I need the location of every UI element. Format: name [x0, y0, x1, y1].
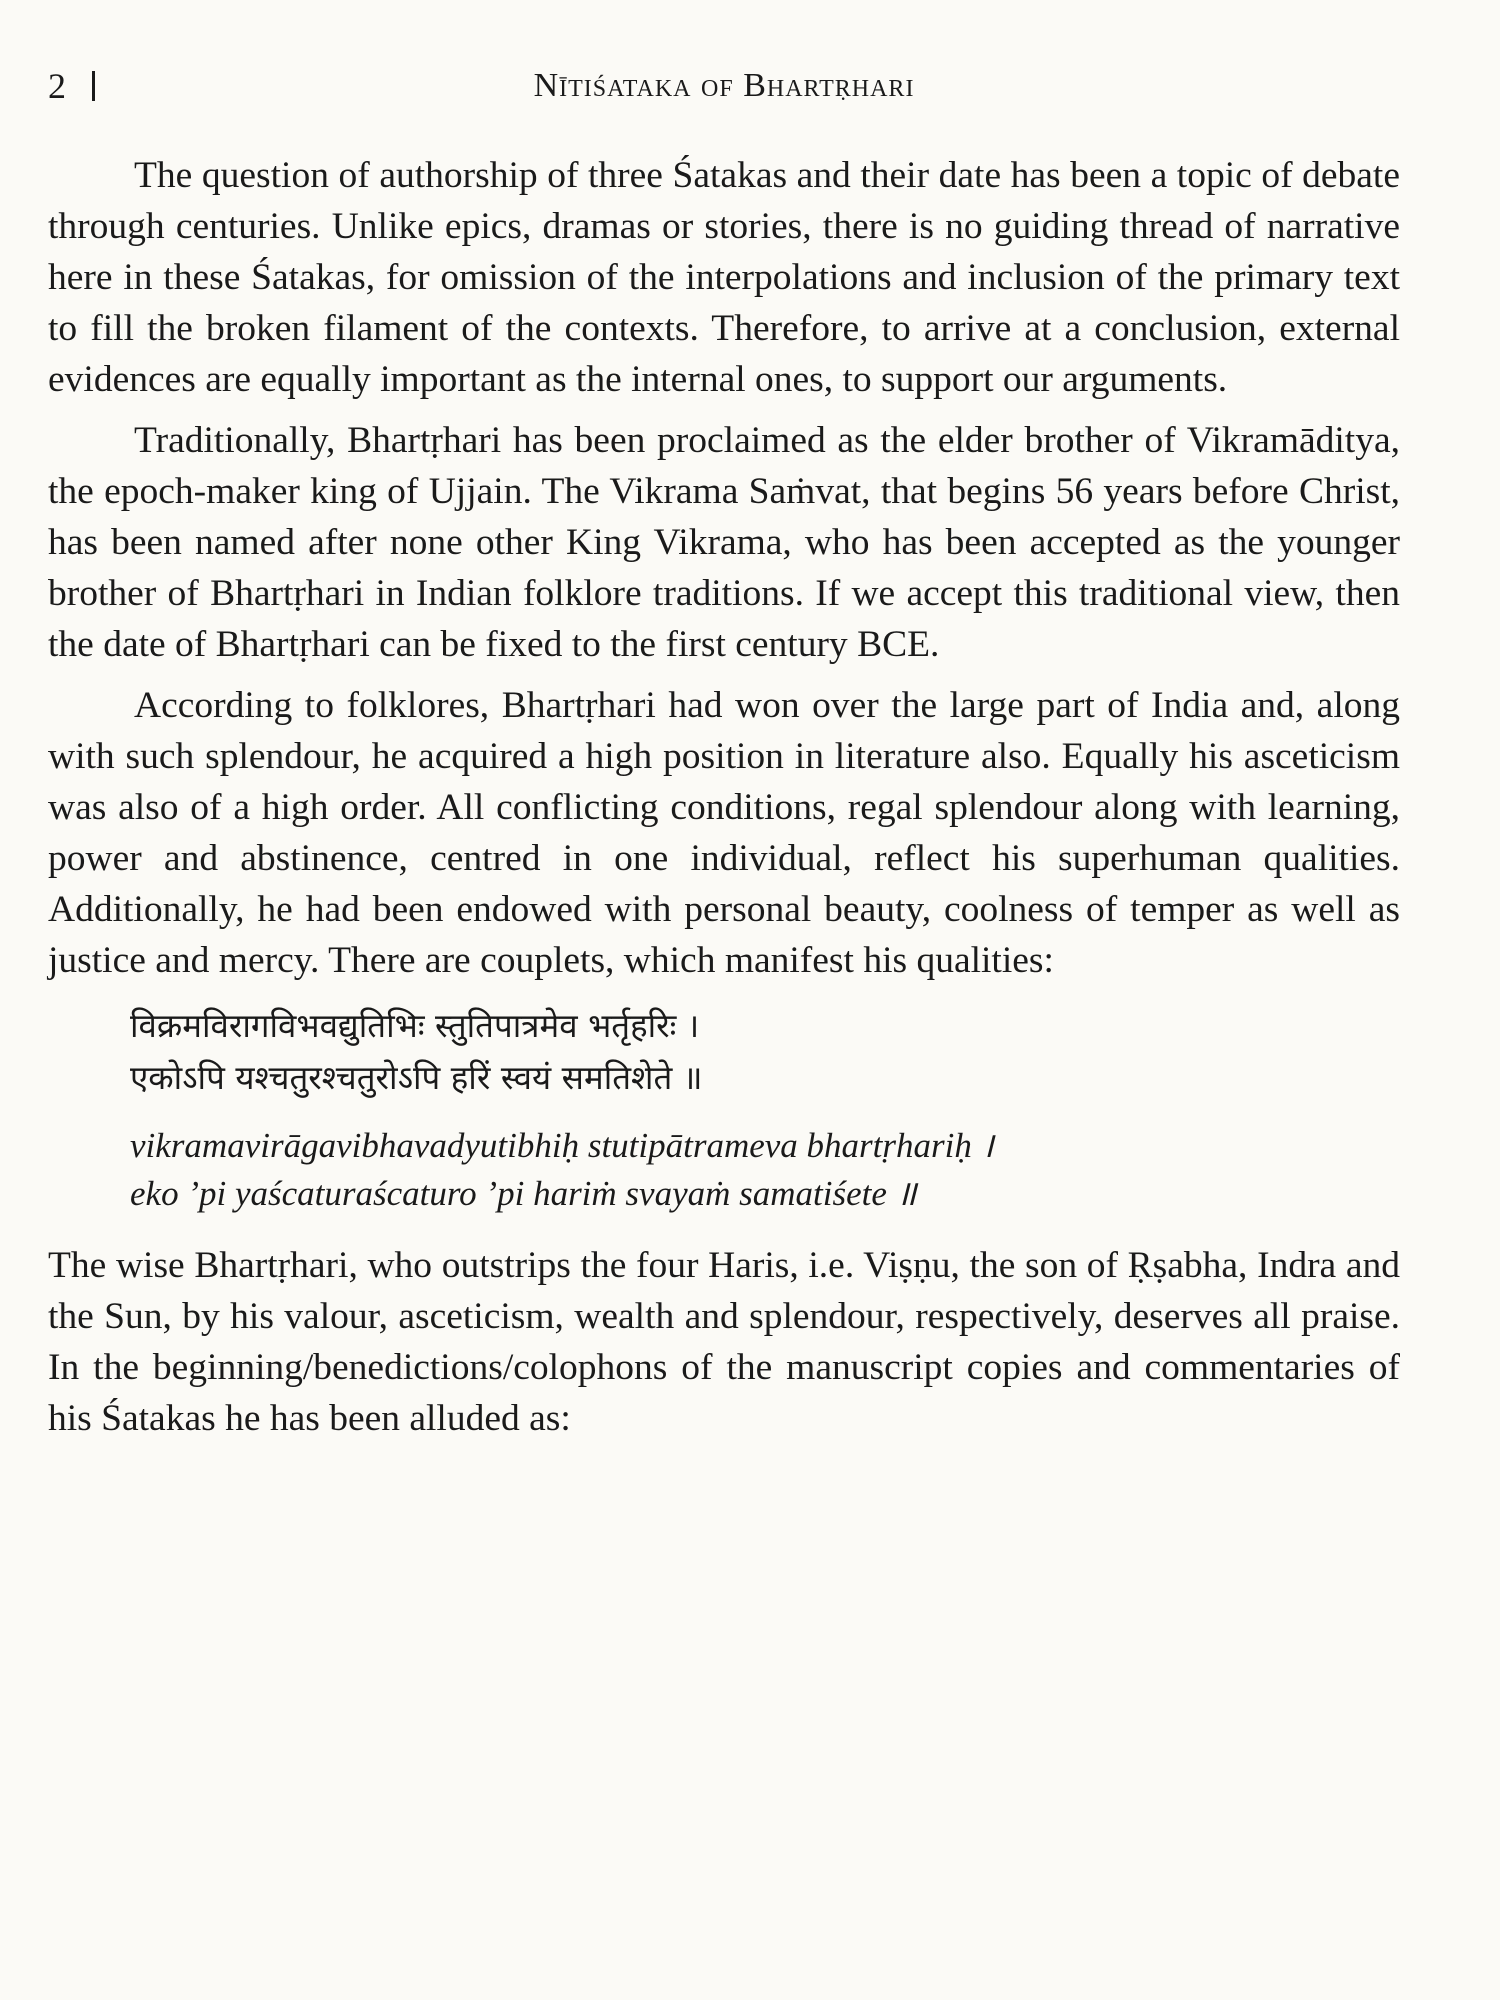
paragraph-authorship: The question of authorship of three Śatakas and their date has been a topic of debate through centuries. Unlike epics, dramas or stories, there is no guiding thread of narrative here in these Śatakas, for omission of the interpolations and inclusion of the primary text to fill the broken filament of the contexts. Therefore, to arrive at a conclusion, external evidences are equally important as the internal ones, to support our arguments. — [48, 155, 1400, 400]
running-head: Nītiśataka of Bhartṛhari — [533, 67, 915, 104]
page-number: 2 — [48, 66, 66, 106]
sanskrit-verse — [48, 1000, 1400, 1104]
paragraph-four-haris: The wise Bhartṛhari, who outstrips the four Haris, i.e. Viṣṇu, the son of Ṛṣabha, Indra and the Sun, by his valour, asceticism, wealth and splendour, respectively, deserves all praise. In the beginning/benedictions/colophons of the manuscript copies and commentaries of his Śatakas he has been alluded as: — [48, 1245, 1400, 1439]
transliteration — [48, 1122, 1400, 1218]
translit-line-2: eko ’pi yaścaturaścaturo ’pi hariṁ svayaṁ samatiśete ॥ — [130, 1174, 917, 1213]
verse-line-1: विक्रमविरागविभवद्युतिभिः स्तुतिपात्रमेव भर्तृहरिः । — [130, 1006, 700, 1045]
paragraph-tradition-text: Traditionally, Bhartṛhari has been proclaimed as the elder brother of Vikramāditya, the epoch-maker king of Ujjain. The Vikrama Saṁvat, that begins 56 years before Christ, has been named after none other King Vikrama, who has been accepted as the younger brother of Bhartṛhari in Indian folklore traditions. If we accept this traditional view, then the date of Bhartṛhari can be fixed to the first century — [48, 420, 1400, 665]
page-header — [48, 62, 1400, 110]
era-abbreviation: BCE — [857, 624, 930, 665]
verse-line-2: एकोऽपि यश्चतुरश्चतुरोऽपि हरिं स्वयं समतिशेते ॥ — [130, 1058, 703, 1097]
paragraph-tradition-end: . — [930, 624, 940, 665]
translit-line-1: vikramavirāgavibhavadyutibhiḥ stutipātrameva bhartṛhariḥ । — [130, 1126, 994, 1165]
paragraph-folklore: According to folklores, Bhartṛhari had won over the large part of India and, along with such splendour, he acquired a high position in literature also. Equally his asceticism was also of a high order. All conflicting conditions, regal splendour along with learning, power and abstinence, centred in one individual, reflect his superhuman qualities. Additionally, he had been endowed with personal beauty, coolness of temper as well as justice and mercy. There are couplets, which manifest his qualities: — [48, 685, 1400, 981]
paragraph-tradition — [48, 415, 1400, 670]
